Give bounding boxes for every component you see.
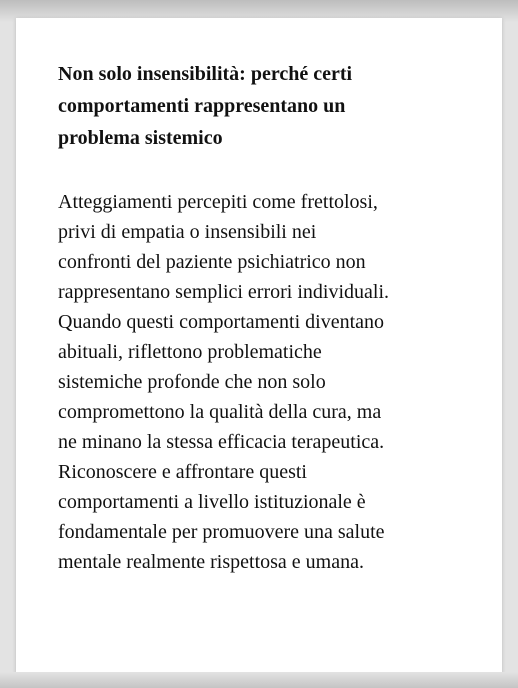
title-line: comportamenti rappresentano un [58,95,346,117]
article-title [58,58,472,154]
body-line: rappresentano semplici errori individuali. [58,281,390,303]
bottom-shadow [0,672,518,688]
body-line: confronti del paziente psichiatrico non [58,251,366,273]
body-line: Atteggiamenti percepiti come frettolosi, [58,191,378,213]
body-line: abituali, riflettono problematiche [58,341,322,363]
body-line: compromettono la qualità della cura, ma [58,401,382,423]
body-line: sistemiche profonde che non solo [58,371,326,393]
title-line: problema sistemico [58,127,223,149]
body-line: fondamentale per promuovere una salute [58,521,385,543]
body-line: ne minano la stessa efficacia terapeutica. [58,431,385,453]
body-line: privi di empatia o insensibili nei [58,221,317,243]
title-line: Non solo insensibilità: perché certi [58,63,353,85]
body-line: comportamenti a livello istituzionale è [58,491,366,513]
article-body [58,187,472,577]
article-card [16,18,502,674]
body-line: mentale realmente rispettosa e umana. [58,551,364,573]
body-line: Riconoscere e affrontare questi [58,461,307,483]
body-line: Quando questi comportamenti diventano [58,311,385,333]
